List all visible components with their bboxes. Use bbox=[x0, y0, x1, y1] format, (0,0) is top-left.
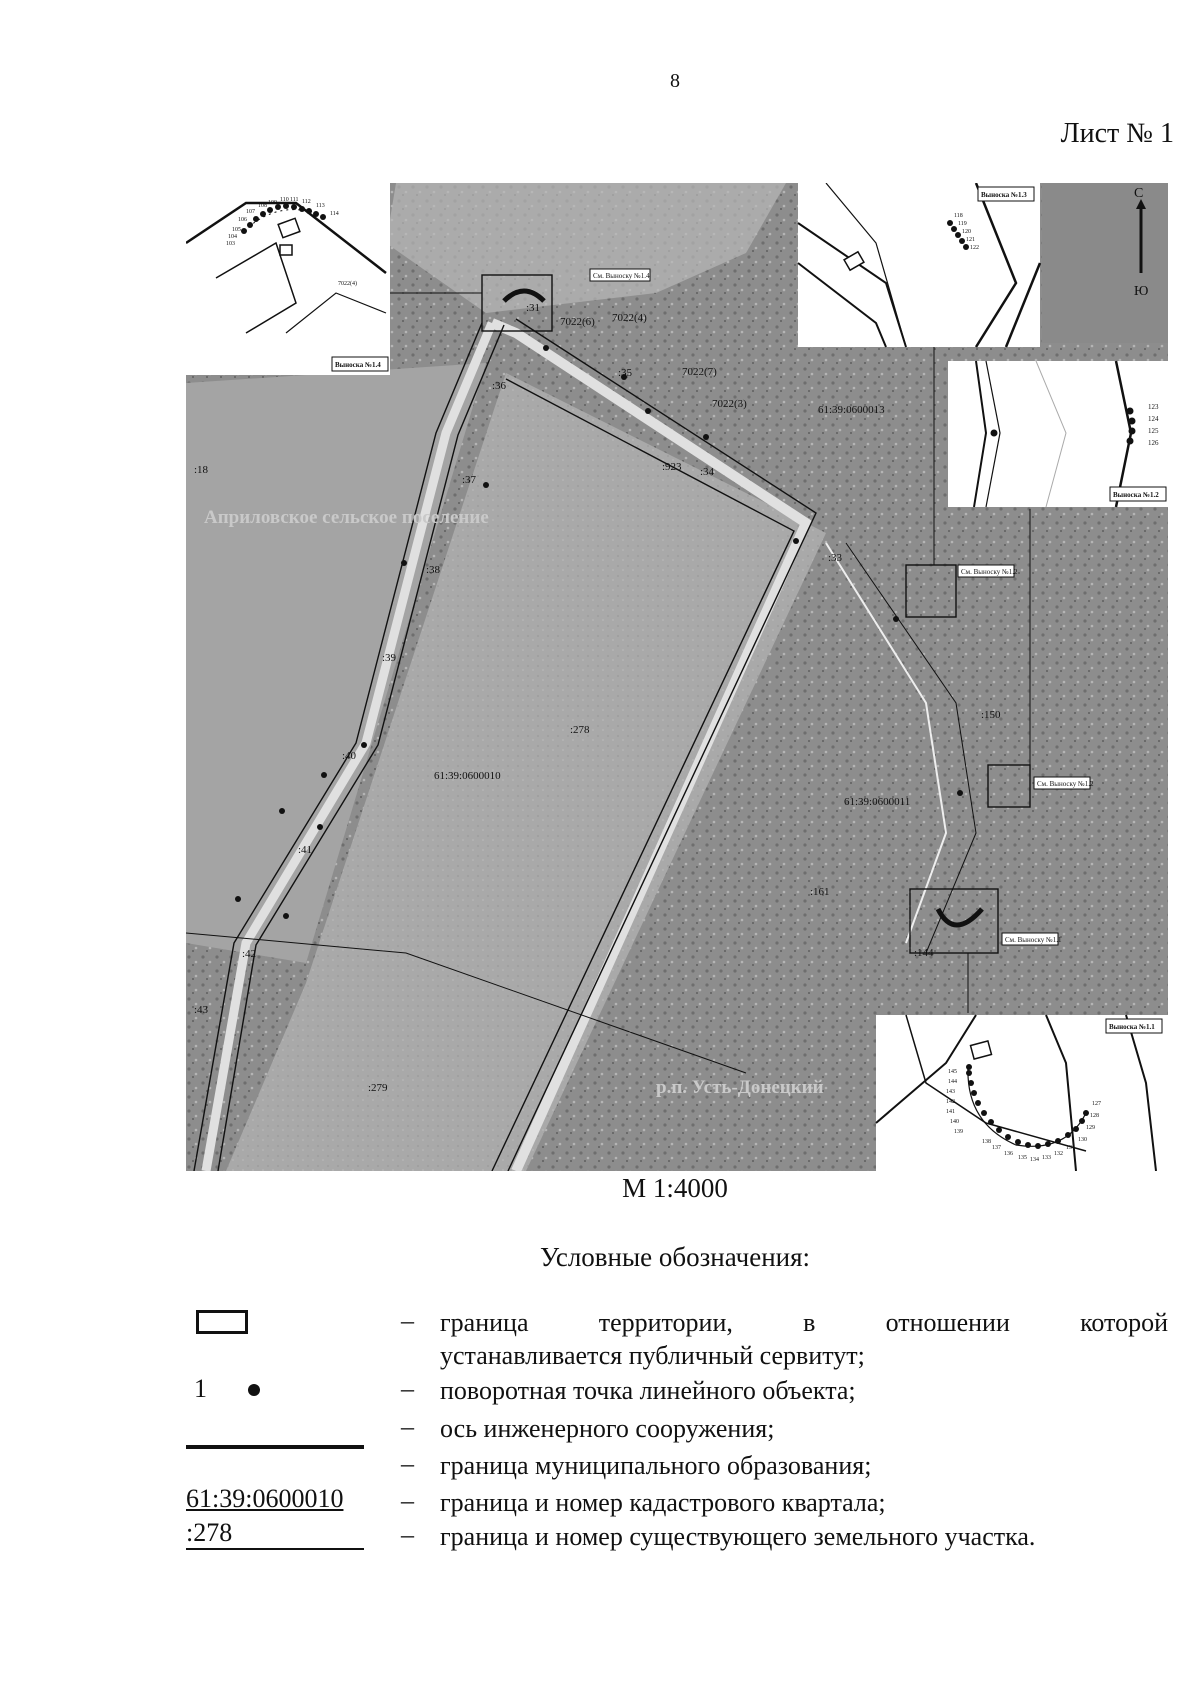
inset-point-label: 139 bbox=[954, 1129, 963, 1135]
zone-label: 7022(7) bbox=[682, 366, 717, 378]
legend-text: поворотная точка линейного объекта; bbox=[440, 1376, 856, 1405]
inset-point-label: 135 bbox=[1018, 1155, 1027, 1161]
inset-point-label: 109 bbox=[268, 200, 277, 206]
quarter-label: 61:39:0600011 bbox=[844, 796, 911, 808]
inset-point-label: 142 bbox=[946, 1099, 955, 1105]
inset-point-label: 128 bbox=[1090, 1113, 1099, 1119]
inset-point-label: 118 bbox=[954, 213, 963, 219]
parcel-label: :34 bbox=[700, 466, 715, 478]
inset-point-label: 103 bbox=[226, 241, 235, 247]
parcel-label: :278 bbox=[570, 724, 590, 736]
inset-point-label: 145 bbox=[948, 1069, 957, 1075]
inset-point-label: 123 bbox=[1148, 403, 1159, 411]
inset-point-label: 112 bbox=[302, 199, 311, 205]
zone-label: 7022(6) bbox=[560, 316, 595, 328]
legend-dash: – bbox=[401, 1412, 414, 1441]
page-number: 8 bbox=[670, 70, 680, 92]
inset-point-label: 119 bbox=[958, 221, 967, 227]
parcel-label: :279 bbox=[368, 1082, 388, 1094]
inset-title: Выноска №1.1 bbox=[1109, 1023, 1155, 1031]
quarter-label: 61:39:0600010 bbox=[434, 770, 501, 782]
inset-point-label: 144 bbox=[948, 1079, 957, 1085]
inset-point-label: 141 bbox=[946, 1109, 955, 1115]
inset-1-4 bbox=[186, 183, 390, 375]
parcel-symbol: :278 bbox=[186, 1518, 364, 1550]
parcel-label: :38 bbox=[426, 564, 441, 576]
inset-point-label: 122 bbox=[970, 245, 979, 251]
inset-point-label: 121 bbox=[966, 237, 975, 243]
inset-point-label: 127 bbox=[1092, 1101, 1101, 1107]
inset-title: Выноска №1.3 bbox=[981, 191, 1027, 199]
parcel-label: :33 bbox=[828, 552, 843, 564]
parcel-label: :18 bbox=[194, 464, 209, 476]
inset-point-label: 125 bbox=[1148, 427, 1159, 435]
map-svg bbox=[186, 183, 1168, 1171]
inset-point-label: 126 bbox=[1148, 439, 1159, 447]
callout-label: См. Выноску №1.2 bbox=[961, 568, 1018, 576]
inset-point-label: 104 bbox=[228, 234, 237, 240]
inset-point-label: 136 bbox=[1004, 1151, 1013, 1157]
legend-text: граница муниципального образования; bbox=[440, 1451, 872, 1480]
cadastral-quarter-symbol: 61:39:0600010 bbox=[186, 1484, 344, 1513]
parcel-label: :42 bbox=[242, 948, 257, 960]
inset-point-label: 131 bbox=[1066, 1145, 1075, 1151]
inset-point-label: 137 bbox=[992, 1145, 1001, 1151]
legend-dash: – bbox=[401, 1520, 414, 1549]
inset-1-3 bbox=[798, 183, 1040, 347]
inset-point-label: 108 bbox=[258, 203, 267, 209]
parcel-label: :35 bbox=[618, 367, 633, 379]
inset-point-label: 107 bbox=[246, 209, 255, 215]
zone-label: 7022(4) bbox=[612, 312, 647, 324]
point-number: 1 bbox=[194, 1374, 207, 1403]
parcel-label: :40 bbox=[342, 750, 357, 762]
legend-text: устанавливается публичный сервитут; bbox=[440, 1341, 865, 1370]
inset-point-label: 138 bbox=[982, 1139, 991, 1145]
parcel-label: :39 bbox=[382, 652, 397, 664]
municipal-boundary-symbol bbox=[186, 1445, 364, 1449]
callout-label: См. Выноску №1.1 bbox=[1005, 936, 1062, 944]
parcel-label: :37 bbox=[462, 474, 477, 486]
inset-point-label: 111 bbox=[290, 197, 299, 203]
legend-title: Условные обозначения: bbox=[539, 1242, 811, 1272]
inset-point-label: 143 bbox=[946, 1089, 955, 1095]
inset-point-label: 134 bbox=[1030, 1157, 1039, 1163]
settlement-label: р.п. Усть-Донецкий bbox=[656, 1077, 824, 1098]
parcel-label: :31 bbox=[526, 302, 541, 314]
inset-point-label: 110 bbox=[280, 197, 289, 203]
inset-point-label: 140 bbox=[950, 1119, 959, 1125]
inset-point-label: 120 bbox=[962, 229, 971, 235]
servitude-boundary-symbol bbox=[196, 1310, 248, 1334]
parcel-label: :144 bbox=[914, 947, 934, 959]
inset-title: Выноска №1.4 bbox=[335, 361, 381, 369]
parcel-label: :150 bbox=[981, 709, 1001, 721]
inset-point-label: 114 bbox=[330, 211, 339, 217]
callout-label: См. Выноску №1.4 bbox=[593, 272, 650, 280]
inset-point-label: 106 bbox=[238, 217, 247, 223]
inset-point-label: 130 bbox=[1078, 1137, 1087, 1143]
legend-text: ось инженерного сооружения; bbox=[440, 1414, 775, 1443]
parcel-label: :43 bbox=[194, 1004, 209, 1016]
settlement-label: Априловское сельское поселение bbox=[204, 507, 489, 528]
legend-dash: – bbox=[401, 1486, 414, 1515]
inset-point-label: 132 bbox=[1054, 1151, 1063, 1157]
inset-1-1 bbox=[876, 1015, 1168, 1171]
inset-point-label: 113 bbox=[316, 203, 325, 209]
zone-label: 7022(3) bbox=[712, 398, 747, 410]
sheet-title: Лист № 1 bbox=[1060, 118, 1174, 149]
north-arrow bbox=[1042, 183, 1168, 343]
legend-text: граница территории, в отношении которой bbox=[440, 1308, 1168, 1337]
inset-1-2 bbox=[948, 361, 1168, 507]
inset-zone-label: 7022(4) bbox=[338, 281, 357, 287]
legend-dash: – bbox=[401, 1449, 414, 1478]
inset-point-label: 105 bbox=[232, 227, 241, 233]
south-label: Ю bbox=[1134, 284, 1149, 299]
legend-dash: – bbox=[401, 1374, 414, 1403]
map-scale: М 1:4000 bbox=[622, 1173, 728, 1203]
map-frame bbox=[186, 183, 1168, 1171]
inset-point-label: 129 bbox=[1086, 1125, 1095, 1131]
legend-text: граница и номер существующего земельного участка. bbox=[440, 1522, 1036, 1551]
inset-point-label: 133 bbox=[1042, 1155, 1051, 1161]
parcel-label: :36 bbox=[492, 380, 507, 392]
north-label: С bbox=[1134, 186, 1144, 201]
quarter-label: 61:39:0600013 bbox=[818, 404, 885, 416]
inset-point-label: 124 bbox=[1148, 415, 1159, 423]
legend-text: граница и номер кадастрового квартала; bbox=[440, 1488, 886, 1517]
parcel-label: :923 bbox=[662, 461, 682, 473]
parcel-label: :41 bbox=[298, 844, 313, 856]
callout-label: См. Выноску №1.2 bbox=[1037, 780, 1094, 788]
legend-dash: – bbox=[401, 1306, 414, 1335]
turning-point-symbol bbox=[248, 1384, 260, 1396]
parcel-label: :161 bbox=[810, 886, 830, 898]
inset-title: Выноска №1.2 bbox=[1113, 491, 1159, 499]
